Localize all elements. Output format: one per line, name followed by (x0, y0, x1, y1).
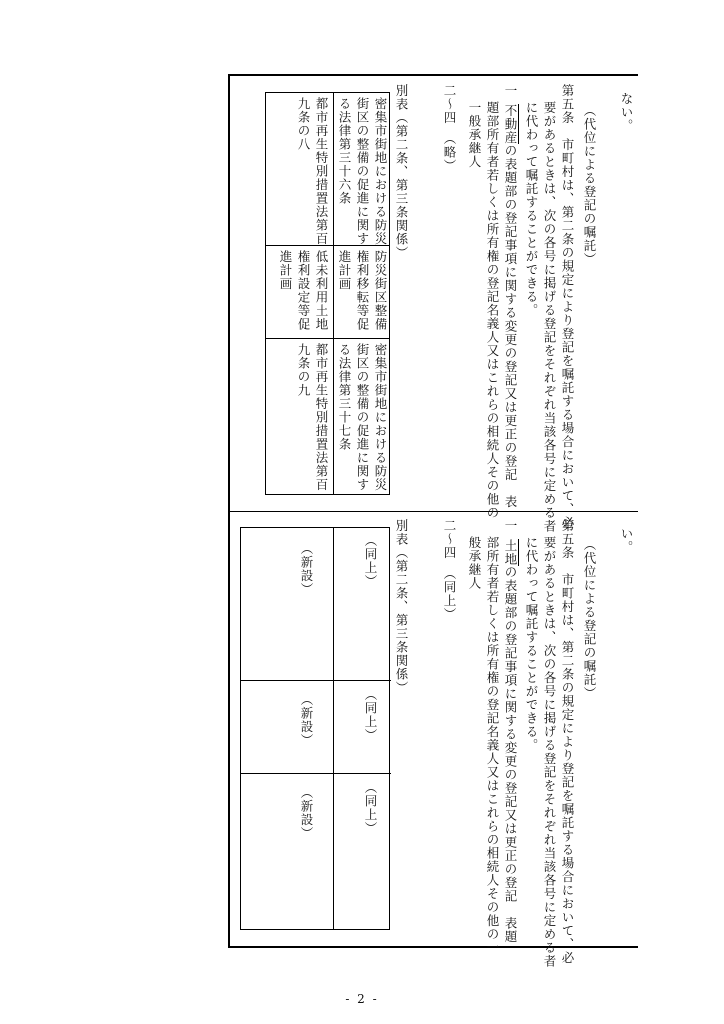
current-continuation: い。 (619, 527, 634, 554)
frame-bottom-line (228, 946, 638, 948)
current-item1-line3: 般承継人 (467, 536, 482, 590)
table-row-divider (241, 773, 391, 774)
revised-article-title: （代位による登記の嘱託） (582, 104, 597, 266)
frame-top-line (228, 74, 638, 76)
current-item1-number: 一 (503, 519, 518, 533)
table-cell-same-2: （同上） (363, 688, 378, 742)
revised-item1 (501, 84, 519, 509)
table-cell-urban-109-9: 都市再生特別措置法第百 九条の九 (296, 343, 329, 492)
table-column-divider (333, 528, 334, 929)
page-number: - 2 - (345, 992, 379, 1006)
table-cell-plan-1: 防災街区整備 権利移転等促 進計画 (337, 250, 388, 331)
current-item1-line2: 部所有者若しくは所有権の登記名義人又はこれらの相続人その他の一 (485, 536, 500, 955)
table-cell-new-1: （新設） (299, 542, 314, 596)
current-items-2-4: 二～四 （同上） (442, 519, 457, 621)
current-article-line1: 第五条 市町村は、第二条の規定により登記を嘱託する場合において、必 (560, 519, 575, 965)
current-article-line2: 要があるときは、次の各号に掲げる登記をそれぞれ当該各号に定める者 (542, 536, 557, 968)
current-item1 (501, 519, 519, 944)
table-cell-plan-2: 低未利用土地 権利設定等促 進計画 (278, 250, 329, 331)
table-cell-urban-109-8: 都市再生特別措置法第百 九条の八 (296, 97, 329, 246)
revised-article-line1: 第五条 市町村は、第二条の規定により登記を嘱託する場合において、必 (560, 84, 575, 530)
current-item1-underlined: 土地 (503, 538, 518, 566)
table-cell-same-3: （同上） (363, 781, 378, 835)
table-cell-new-3: （新設） (299, 786, 314, 840)
current-item1-text: の表題部の登記事項に関する変更の登記又は更正の登記 表題 (503, 565, 518, 944)
current-annex-title: 別表（第二条、第三条関係） (394, 519, 409, 695)
revised-item1-underlined: 不動産 (503, 103, 518, 144)
revised-annex-table (265, 92, 390, 495)
current-article-line3: に代わって嘱託することができる。 (524, 536, 539, 752)
revised-item1-line3: 一般承継人 (467, 101, 482, 169)
revised-annex-title: 別表（第二条、第三条関係） (394, 84, 409, 260)
table-row-divider (266, 338, 333, 339)
table-cell-law-36: 密集市街地における防災 街区の整備の促進に関す る法律第三十六条 (337, 97, 388, 246)
table-cell-law-37: 密集市街地における防災 街区の整備の促進に関す る法律第三十七条 (337, 343, 388, 492)
table-cell-new-2: （新設） (299, 693, 314, 747)
revised-article-line3: に代わって嘱託することができる。 (524, 101, 539, 317)
table-row-divider (241, 680, 391, 681)
revised-item1-text: の表題部の登記事項に関する変更の登記又は更正の登記 表 (503, 144, 518, 509)
revised-item1-line2: 題部所有者若しくは所有権の登記名義人又はこれらの相続人その他の (485, 101, 500, 520)
current-article-title: （代位による登記の嘱託） (582, 538, 597, 700)
current-annex-table (240, 527, 390, 930)
table-cell-same-1: （同上） (363, 534, 378, 588)
revised-continuation: ない。 (619, 92, 634, 133)
frame-middle-divider (228, 511, 638, 512)
table-row-divider (333, 338, 390, 339)
revised-item1-number: 一 (503, 84, 518, 98)
revised-items-2-4: 二～四 （略） (442, 84, 457, 173)
revised-article-line2: 要があるときは、次の各号に掲げる登記をそれぞれ当該各号に定める者 (542, 101, 557, 533)
